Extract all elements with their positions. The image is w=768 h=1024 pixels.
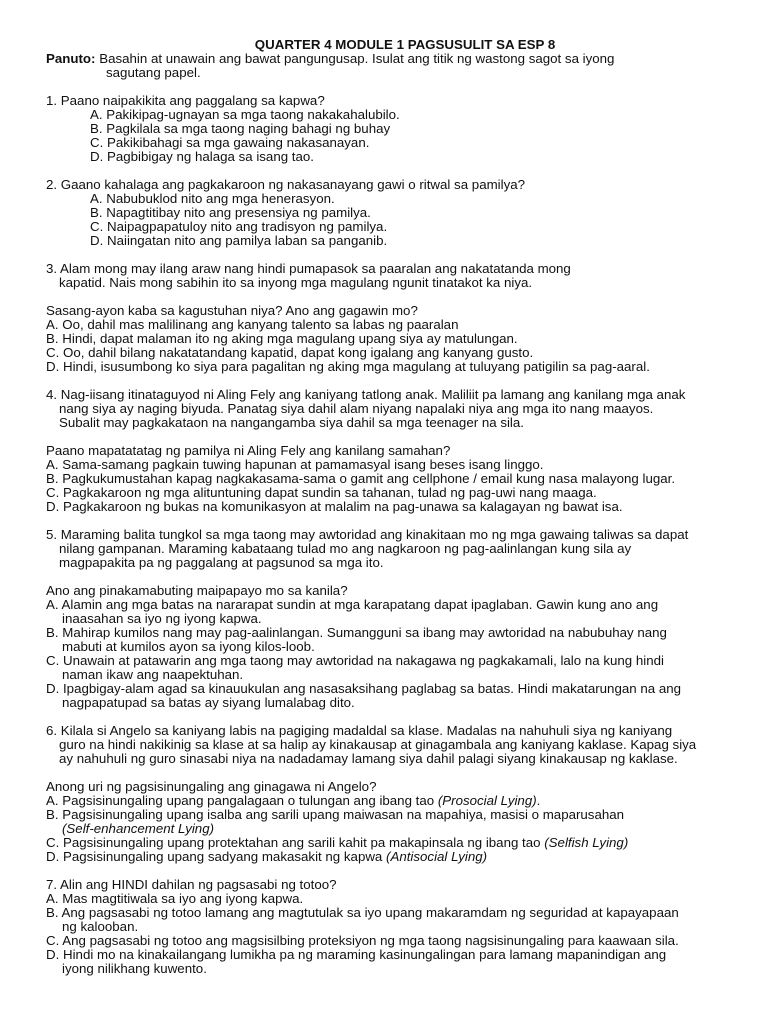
question-1 — [46, 94, 744, 164]
question-3-option-a: A. Oo, dahil mas malilinang ang kanyang talento sa labas ng paaralan — [46, 317, 459, 332]
question-6-option-c-term: (Selfish Lying) — [544, 835, 629, 850]
question-5-option-c-line-2: naman ikaw ang naapektuhan. — [62, 667, 244, 682]
question-7-text: 7. Alin ang HINDI dahilan ng pagsasabi ng totoo? — [46, 877, 337, 892]
question-2 — [46, 178, 744, 248]
question-5-text-line-3: magpapakita pa ng paggalang at pagsunod sa mga ito. — [59, 555, 384, 570]
question-6-option-b-text: B. Pagsisinungaling upang isalba ang sarili upang maiwasan na mapahiya, masisi o maparusahan — [46, 807, 625, 822]
question-3-prompt: Sasang-ayon kaba sa kagustuhan niya? Ano ang gagawin mo? — [46, 303, 418, 318]
question-3-option-d: D. Hindi, isusumbong ko siya para pagalitan ng aking mga magulang at tuluyang patigilin sa pag-aaral. — [46, 359, 650, 374]
question-7-option-d-line-1: D. Hindi mo na kinakailangang lumikha pa ng maraming kasinungalingan para lamang mapanindigan ang — [46, 947, 667, 962]
question-7-option-b-line-1: B. Ang pagsasabi ng totoo lamang ang magtutulak sa iyo upang makaramdam ng seguridad at kapayapaan — [46, 905, 679, 920]
page-title: QUARTER 4 MODULE 1 PAGSUSULIT SA ESP 8 — [254, 37, 556, 52]
question-6-option-a-term: (Prosocial Lying) — [437, 793, 537, 808]
question-6-option-d — [46, 850, 744, 864]
question-5-option-a-line-2: inaasahan sa iyo ng iyong kapwa. — [62, 611, 262, 626]
question-3-text-line-2: kapatid. Nais mong sabihin ito sa inyong mga magulang ngunit tinatakot ka niya. — [59, 275, 533, 290]
question-6-text-line-1: 6. Kilala si Angelo sa kaniyang labis na pagiging madaldal sa klase. Madalas na nahuhuli siya ng kaniyang — [46, 723, 673, 738]
question-5-option-a-line-1: A. Alamin ang mga batas na nararapat sundin at mga karapatang dapat ipaglaban. Gawin kung ano ang — [46, 597, 659, 612]
question-7-option-c: C. Ang pagsasabi ng totoo ang magsisilbing proteksiyon ng mga taong nagsisinungaling para kaawaan sila. — [46, 933, 679, 948]
question-7-option-a: A. Mas magtitiwala sa iyo ang iyong kapwa. — [46, 891, 304, 906]
instructions-line-1: Basahin at unawain ang bawat pangungusap. Isulat ang titik ng wastong sagot sa iyong — [99, 51, 615, 66]
question-5-text-line-1: 5. Maraming balita tungkol sa mga taong may awtoridad ang kinakitaan mo ng mga gawaing taliwas sa dapat — [46, 527, 689, 542]
question-6-option-c-text: C. Pagsisinungaling upang protektahan ang sarili kahit pa makapinsala ng ibang tao — [46, 835, 541, 850]
instructions-line-2: sagutang papel. — [106, 65, 201, 80]
instructions — [46, 52, 744, 80]
instructions-label: Panuto: — [46, 51, 96, 66]
question-5-text-line-2: nilang gampanan. Maraming kabataang tulad mo ang nagkaroon ng pag-aalinlangan kung sila ay — [59, 541, 632, 556]
question-1-option-b: B. Pagkilala sa mga taong naging bahagi ng buhay — [90, 121, 391, 136]
question-4-text-line-3: Subalit may pagkakataon na nangangamba siya dahil sa mga teenager na sila. — [59, 415, 524, 430]
question-4-option-d: D. Pagkakaroon ng bukas na komunikasyon at malalim na pag-unawa sa kalagayan ng bawat isa. — [46, 499, 623, 514]
question-2-option-c: C. Naipagpapatuloy nito ang tradisyon ng pamilya. — [90, 219, 388, 234]
question-5-prompt: Ano ang pinakamabuting maipapayo mo sa kanila? — [46, 583, 348, 598]
question-3 — [46, 262, 744, 374]
question-5-option-d-line-2: nagpapatupad sa batas ay siyang lumalabag dito. — [62, 695, 355, 710]
question-7-option-b-line-2: ng kalooban. — [62, 919, 139, 934]
question-6-text-line-3: ay nahuhuli ng guro sinasabi niya na nadadamay lamang siya dahil palagi siyang kinakausap ng kaklase. — [59, 751, 678, 766]
question-2-option-a: A. Nabubuklod nito ang mga henerasyon. — [90, 191, 335, 206]
question-6-option-d-text: D. Pagsisinungaling upang sadyang makasakit ng kapwa — [46, 849, 383, 864]
question-6-option-a — [46, 794, 744, 808]
question-5-option-c-line-1: C. Unawain at patawarin ang mga taong may awtoridad na nakagawa ng pagkakamali, lalo na kung hindi — [46, 653, 664, 668]
question-4-option-b: B. Pagkukumustahan kapag nagkakasama-sama o gamit ang cellphone / email kung nasa malayong lugar. — [46, 471, 676, 486]
question-4-prompt: Paano mapatatatag ng pamilya ni Aling Fely ang kanilang samahan? — [46, 443, 451, 458]
question-2-text: 2. Gaano kahalaga ang pagkakaroon ng nakasanayang gawi o ritwal sa pamilya? — [46, 177, 526, 192]
question-6-prompt: Anong uri ng pagsisinungaling ang ginagawa ni Angelo? — [46, 779, 377, 794]
question-6-text-line-2: guro na hindi nakikinig sa klase at sa halip ay kinakausap at ginagambala ang kaniyang kaklase. Kapag siya — [59, 737, 697, 752]
question-4-option-c: C. Pagkakaroon ng mga alituntuning dapat sundin sa tahanan, tulad ng pag-uwi nang maaga. — [46, 485, 597, 500]
question-6-option-a-end: . — [536, 793, 541, 808]
question-5-option-b-line-1: B. Mahirap kumilos nang may pag-aalinlangan. Sumangguni sa ibang may awtoridad na nabubuhay nang — [46, 625, 667, 640]
question-3-text-line-1: 3. Alam mong may ilang araw nang hindi pumapasok sa paaralan ang nakatatanda mong — [46, 261, 571, 276]
question-6-option-b-term: (Self-enhancement Lying) — [62, 821, 215, 836]
question-1-option-d: D. Pagbibigay ng halaga sa isang tao. — [90, 149, 314, 164]
question-6-option-a-text: A. Pagsisinungaling upang pangalagaan o tulungan ang ibang tao — [46, 793, 435, 808]
question-4-text-line-1: 4. Nag-iisang itinataguyod ni Aling Fely ang kaniyang tatlong anak. Maliliit pa lamang ang kanilang mga anak — [46, 387, 686, 402]
question-1-option-a: A. Pakikipag-ugnayan sa mga taong nakakahalubilo. — [90, 107, 400, 122]
question-6-option-c — [46, 836, 744, 850]
question-2-option-d: D. Naiingatan nito ang pamilya laban sa panganib. — [90, 233, 388, 248]
question-5-option-d-line-1: D. Ipagbigay-alam agad sa kinauukulan ang nasasaksihang paglabag sa batas. Hindi makatarungan na ang — [46, 681, 681, 696]
question-7 — [46, 878, 744, 976]
question-7-option-d-line-2: iyong nilikhang kuwento. — [62, 961, 207, 976]
question-3-option-b: B. Hindi, dapat malaman ito ng aking mga magulang upang siya ay matulungan. — [46, 331, 518, 346]
question-4-option-a: A. Sama-samang pagkain tuwing hapunan at pamamasyal isang beses isang linggo. — [46, 457, 544, 472]
question-1-option-c: C. Pakikibahagi sa mga gawaing nakasanayan. — [90, 135, 370, 150]
question-3-option-c: C. Oo, dahil bilang nakatatandang kapatid, dapat kong igalang ang kanyang gusto. — [46, 345, 534, 360]
question-5-option-b-line-2: mabuti at kumilos ayon sa iyong kilos-loob. — [62, 639, 315, 654]
question-1-text: 1. Paano naipakikita ang paggalang sa kapwa? — [46, 93, 325, 108]
question-6-option-d-term: (Antisocial Lying) — [386, 849, 488, 864]
question-4 — [46, 388, 744, 514]
question-6 — [46, 724, 744, 864]
question-2-option-b: B. Napagtitibay nito ang presensiya ng pamilya. — [90, 205, 371, 220]
question-5 — [46, 528, 744, 710]
question-4-text-line-2: nang siya ay naging biyuda. Panatag siya dahil alam niyang napalaki niya ang mga ito nang maayos. — [59, 401, 654, 416]
